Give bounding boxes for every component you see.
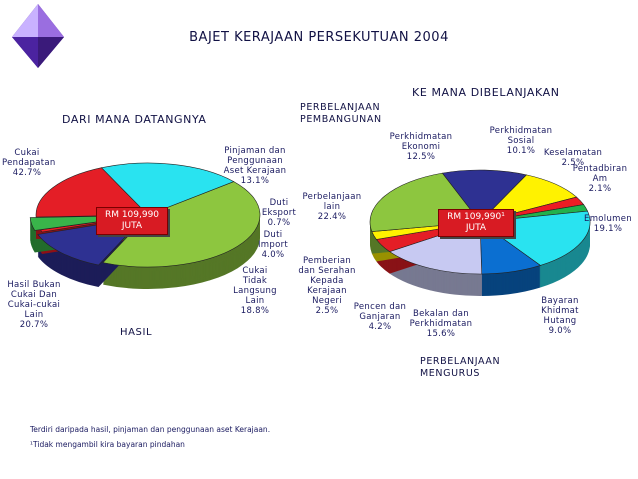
label-bayaran-khidmat-hutang: Bayaran Khidmat Hutang 9.0% xyxy=(541,296,579,336)
label-perbelanjaan-lain: Perbelanjaan lain 22.4% xyxy=(302,192,362,222)
footnote-1: Terdiri daripada hasil, pinjaman dan penggunaan aset Kerajaan. xyxy=(30,425,271,434)
chart-title: BAJET KERAJAAN PERSEKUTUAN 2004 xyxy=(189,30,449,45)
label-pentadbiran-am: Pentadbiran Am 2.1% xyxy=(572,164,628,194)
left-center-line1: RM 109,990 xyxy=(104,210,160,220)
label-pencen-ganjaran: Pencen dan Ganjaran 4.2% xyxy=(353,302,407,332)
label-hasil-bukan-cukai: Hasil Bukan Cukai Dan Cukai-cukai Lain 20.7% xyxy=(7,280,61,330)
right-center-line2: JUTA xyxy=(465,223,487,233)
right-center-line1: RM 109,990¹ xyxy=(447,212,505,222)
label-duti-eksport: Duti Eksport 0.7% xyxy=(261,198,297,228)
label-pinjaman: Pinjaman dan Penggunaan Aset Kerajaan 13.1% xyxy=(223,146,287,186)
label-emolumen: Emolumen 19.1% xyxy=(584,214,632,234)
hasil-label: HASIL xyxy=(120,327,153,338)
left-center-line2: JUTA xyxy=(121,221,143,231)
left-heading: DARI MANA DATANGNYA xyxy=(62,113,207,126)
left-center-total xyxy=(96,207,168,235)
pembangunan-label xyxy=(300,102,382,126)
label-perkhidmatan-sosial: Perkhidmatan Sosial 10.1% xyxy=(489,126,553,156)
mengurus-line1: PERBELANJAAN xyxy=(420,356,501,367)
pembangunan-line2: PEMBANGUNAN xyxy=(300,114,382,125)
label-duti-import: Duti Import 4.0% xyxy=(257,230,288,260)
label-cukai-pendapatan: Cukai Pendapatan 42.7% xyxy=(2,148,56,178)
label-perkhidmatan-ekonomi: Perkhidmatan Ekonomi 12.5% xyxy=(389,132,453,162)
label-cukai-tidak-langsung: Cukai Tidak Langsung Lain 18.8% xyxy=(233,266,277,316)
footnote-2: ¹Tidak mengambil kira bayaran pindahan xyxy=(30,440,185,449)
right-center-total xyxy=(438,209,514,237)
label-pemberian-serahan: Pemberian dan Serahan Kepada Kerajaan Negeri 2.5% xyxy=(298,256,356,316)
pembangunan-line1: PERBELANJAAN xyxy=(300,102,381,113)
label-keselamatan: Keselamatan 2.5% xyxy=(543,148,603,168)
right-heading: KE MANA DIBELANJAKAN xyxy=(412,86,560,99)
mengurus-line2: MENGURUS xyxy=(420,368,481,379)
mengurus-label xyxy=(420,356,500,380)
label-bekalan-perkhidmatan: Bekalan dan Perkhidmatan 15.6% xyxy=(409,309,473,339)
